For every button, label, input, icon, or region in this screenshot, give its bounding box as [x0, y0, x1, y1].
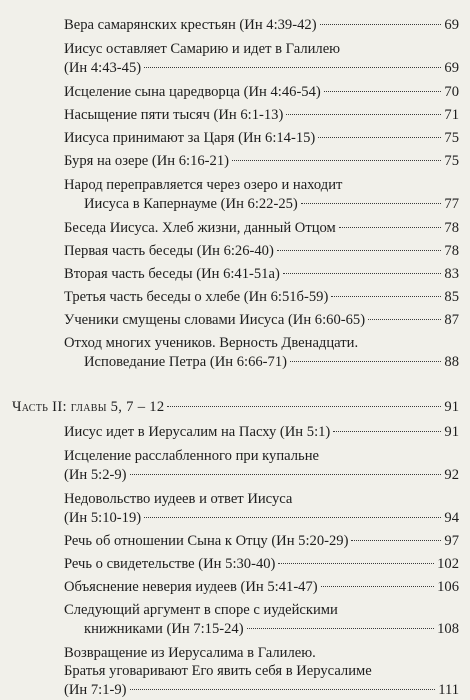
- dot-leader: [286, 114, 441, 115]
- dot-leader: [339, 227, 442, 228]
- entry-title: Вторая часть беседы (Ин 6:41-51а): [64, 266, 280, 282]
- toc-entry: [64, 16, 459, 35]
- toc-entry: [64, 578, 459, 597]
- page-number: 85: [444, 289, 459, 305]
- page-number: 69: [444, 60, 459, 76]
- page-number: 83: [444, 266, 459, 282]
- entry-title: Насыщение пяти тысяч (Ин 6:1-13): [64, 107, 284, 123]
- dot-leader: [232, 160, 441, 161]
- dot-leader: [144, 517, 441, 518]
- toc-entry: [64, 555, 459, 574]
- page-number: 70: [444, 84, 459, 100]
- toc-entry: [64, 532, 459, 551]
- toc-entry: [64, 265, 459, 284]
- toc-entry: [64, 490, 459, 528]
- dot-leader: [318, 137, 441, 138]
- dot-leader: [277, 250, 442, 251]
- entry-title: (Ин 4:43-45): [64, 60, 142, 76]
- page-number: 92: [444, 467, 459, 483]
- entry-title-line1: Отход многих учеников. Верность Двенадцати.: [64, 335, 359, 351]
- toc-entry: [64, 242, 459, 261]
- part-title: Часть II: главы 5, 7 – 12: [12, 399, 165, 415]
- dot-leader: [130, 689, 436, 690]
- page-number: 91: [444, 399, 459, 415]
- toc-entry: [64, 311, 459, 330]
- dot-leader: [283, 273, 442, 274]
- entry-title: Ученики смущены словами Иисуса (Ин 6:60-65): [64, 312, 366, 328]
- toc-entry: [64, 106, 459, 125]
- toc-entry: [64, 288, 459, 307]
- entry-title: Исповедание Петра (Ин 6:66-71): [84, 354, 287, 370]
- dot-leader: [333, 431, 441, 432]
- entry-title: Речь о свидетельстве (Ин 5:30-40): [64, 556, 276, 572]
- entry-title: (Ин 7:1-9): [64, 682, 127, 698]
- toc-entry: [64, 40, 459, 78]
- entry-title: Вера самарянских крестьян (Ин 4:39-42): [64, 17, 317, 33]
- entry-title: Иисус идет в Иерусалим на Пасху (Ин 5:1): [64, 424, 331, 440]
- toc-entry: [64, 601, 459, 639]
- entry-title: (Ин 5:2-9): [64, 467, 127, 483]
- toc-entry: [64, 129, 459, 148]
- entry-title: Возвращение из Иерусалима в Галилею.: [64, 645, 316, 661]
- dot-leader: [324, 91, 442, 92]
- toc-entry: [64, 334, 459, 372]
- toc-entry: [64, 662, 459, 700]
- entry-title: (Ин 5:10-19): [64, 510, 142, 526]
- page-number: 108: [437, 621, 459, 637]
- toc-entry: [64, 83, 459, 102]
- entry-title-line1: Народ переправляется через озеро и находит: [64, 177, 343, 193]
- toc-entry: [64, 176, 459, 214]
- entry-title: Иисуса принимают за Царя (Ин 6:14-15): [64, 130, 316, 146]
- entry-title-line1: Недовольство иудеев и ответ Иисуса: [64, 491, 293, 507]
- dot-leader: [144, 67, 441, 68]
- dot-leader: [167, 406, 441, 407]
- entry-title: Исцеление сына царедворца (Ин 4:46-54): [64, 84, 321, 100]
- dot-leader: [331, 296, 441, 297]
- page-number: 75: [444, 130, 459, 146]
- toc-entry: [64, 423, 459, 442]
- entry-title: Третья часть беседы о хлебе (Ин 6:51б-59): [64, 289, 329, 305]
- page-number: 111: [438, 682, 459, 698]
- entry-title: книжниками (Ин 7:15-24): [84, 621, 244, 637]
- dot-leader: [290, 361, 441, 362]
- page-number: 69: [444, 17, 459, 33]
- page-number: 77: [444, 196, 459, 212]
- dot-leader: [351, 540, 441, 541]
- dot-leader: [278, 563, 434, 564]
- toc-entry: [64, 447, 459, 485]
- entry-title: Буря на озере (Ин 6:16-21): [64, 153, 229, 169]
- entry-title-line1: Следующий аргумент в споре с иудейскими: [64, 602, 338, 618]
- dot-leader: [368, 319, 441, 320]
- page-number: 97: [444, 533, 459, 549]
- dot-leader: [321, 586, 434, 587]
- page-number: 78: [444, 243, 459, 259]
- entry-title: Объяснение неверия иудеев (Ин 5:41-47): [64, 579, 318, 595]
- page-number: 94: [444, 510, 459, 526]
- dot-leader: [130, 474, 442, 475]
- entry-title: Иисуса в Капернауме (Ин 6:22-25): [84, 196, 298, 212]
- entry-title: Беседа Иисуса. Хлеб жизни, данный Отцом: [64, 220, 336, 236]
- page-number: 106: [437, 579, 459, 595]
- dot-leader: [301, 203, 442, 204]
- page-number: 75: [444, 153, 459, 169]
- part-heading: [12, 398, 459, 417]
- entry-title-line1: Иисус оставляет Самарию и идет в Галилею: [64, 41, 341, 57]
- page-number: 71: [444, 107, 459, 123]
- toc-entry: [64, 644, 459, 663]
- page-number: 102: [437, 556, 459, 572]
- page-number: 91: [444, 424, 459, 440]
- entry-title-line1: Братья уговаривают Его явить себя в Иерусалиме: [64, 663, 372, 679]
- entry-title: Речь об отношении Сына к Отцу (Ин 5:20-29): [64, 533, 349, 549]
- dot-leader: [247, 628, 435, 629]
- entry-title-line1: Исцеление расслабленного при купальне: [64, 448, 319, 464]
- page-number: 88: [444, 354, 459, 370]
- dot-leader: [320, 24, 442, 25]
- entry-title: Первая часть беседы (Ин 6:26-40): [64, 243, 274, 259]
- toc-entry: [64, 219, 459, 238]
- toc-entry: [64, 152, 459, 171]
- page-number: 87: [444, 312, 459, 328]
- page-number: 78: [444, 220, 459, 236]
